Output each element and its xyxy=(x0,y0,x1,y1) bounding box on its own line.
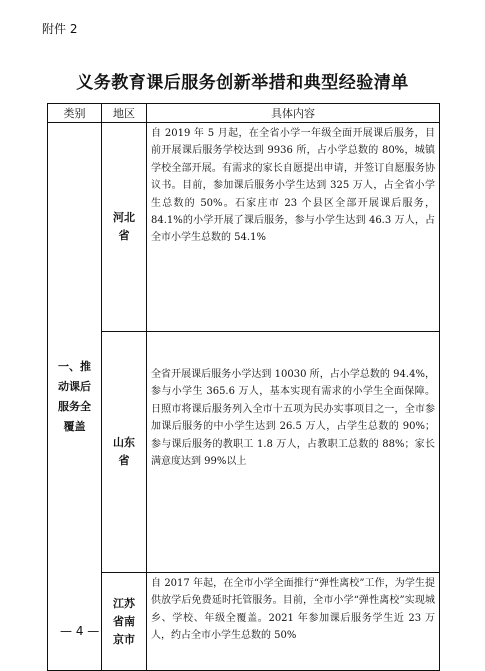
table-row xyxy=(48,573,440,671)
header-content: 具体内容 xyxy=(147,104,440,123)
region-label: 山东省 xyxy=(113,436,135,467)
category-cell xyxy=(48,123,102,671)
attachment-label: 附件 2 xyxy=(42,22,78,36)
region-label: 江苏省南京市 xyxy=(113,596,135,646)
page-number: — 4 — xyxy=(60,624,100,638)
region-cell xyxy=(102,332,147,573)
content-cell: 自 2019 年 5 月起，在全省小学一年级全面开展课后服务，目前开展课后服务学校达到 9936 所，占小学总数的 80%，城镇学校全部开展。有需求的家长自愿提出申请，并签订自愿服务协议书。目前，参加课后服务小学生达到 325 万人，占全省小学生总数的 50%。石家庄市 23 个县区全部开展课后服务，84.1%的小学开展了课后服务，参与小学生达到 46.3 万人，占全市小学生总数的 54.1% xyxy=(147,123,440,332)
page-title: 义务教育课后服务创新举措和典型经验清单 xyxy=(76,73,409,93)
header-region: 地区 xyxy=(102,104,147,123)
table-row xyxy=(48,123,440,332)
category-label: 一、推动课后服务全覆盖 xyxy=(58,359,91,433)
table-row xyxy=(48,332,440,573)
measures-table xyxy=(47,103,440,671)
table-header-row xyxy=(48,104,440,123)
content-cell: 全省开展课后服务小学达到 10030 所，占小学总数的 94.4%， 参与小学生 365.6 万人，基本实现有需求的小学生全面保障。日照市将课后服务列入全市十五项为民办实事项目之一，全市参加课后服务的中小学生达到 26.5 万人，占学生总数的 90%；参与课后服务的教职工 1.8 万人，占教职工总数的 88%；家长满意度达到 99%以上 xyxy=(147,332,440,573)
region-cell xyxy=(102,573,147,671)
content-cell: 自 2017 年起，在全市小学全面推行“弹性离校”工作，为学生提供放学后免费延时托管服务。目前，全市小学“弹性离校”实现城乡、学校、年级全覆盖。2021 年参加课后服务学生近 23 万人，约占全市小学生总数的 50% xyxy=(147,573,440,671)
header-category: 类别 xyxy=(48,104,102,123)
region-label: 河北省 xyxy=(113,211,135,242)
region-cell xyxy=(102,123,147,332)
